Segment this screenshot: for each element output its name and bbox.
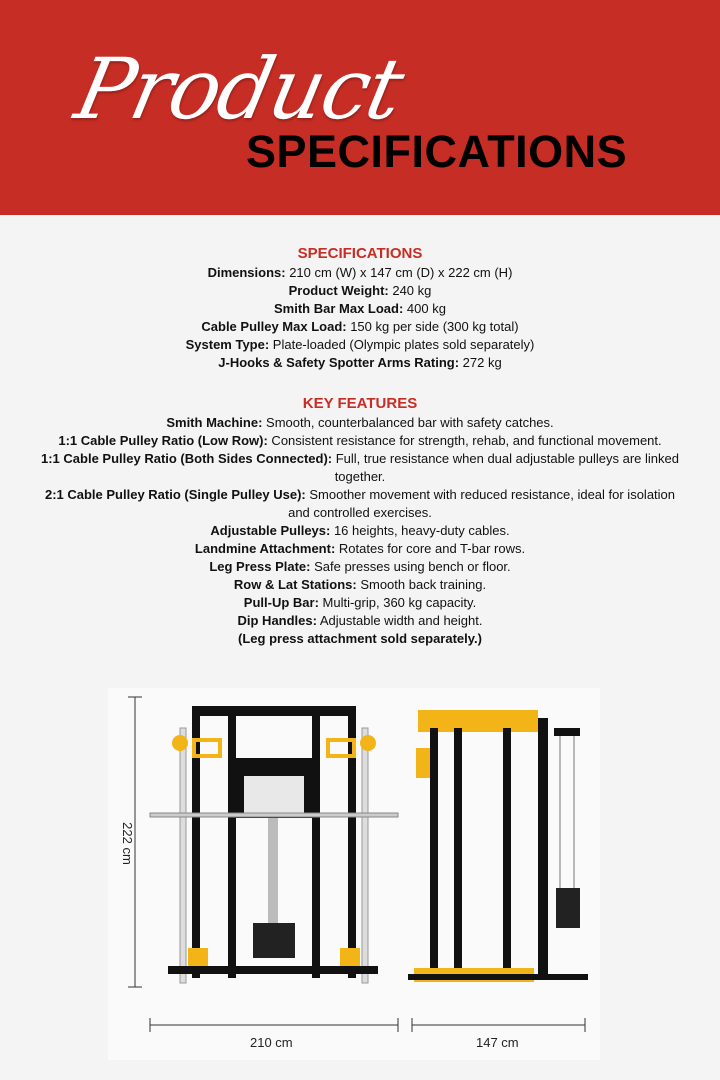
page-title: SPECIFICATIONS — [246, 126, 628, 177]
feature-item-label: Smith Machine: — [166, 415, 263, 430]
feature-item — [40, 612, 680, 630]
spec-item-label: Dimensions: — [207, 265, 286, 280]
specs-list — [40, 264, 680, 372]
side-view — [408, 710, 588, 982]
feature-item-label: Leg Press Plate: — [209, 559, 311, 574]
feature-item — [40, 486, 680, 522]
feature-item-value: Full, true resistance when dual adjustable pulleys are linked together. — [332, 451, 679, 484]
feature-item-value: Smoother movement with reduced resistance, ideal for isolation and controlled exercises. — [288, 487, 676, 520]
spec-item-label: Product Weight: — [288, 283, 389, 298]
spec-item-value: 210 cm (W) x 147 cm (D) x 222 cm (H) — [285, 265, 513, 280]
spec-item — [40, 300, 680, 318]
feature-item-label: 1:1 Cable Pulley Ratio (Both Sides Connected): — [41, 451, 333, 466]
depth-dimension-label: 147 cm — [476, 1035, 519, 1050]
feature-item — [40, 594, 680, 612]
feature-item-value: Adjustable width and height. — [316, 613, 483, 628]
feature-item — [40, 450, 680, 486]
features-note: (Leg press attachment sold separately.) — [238, 631, 482, 646]
feature-item-value: Multi-grip, 360 kg capacity. — [318, 595, 477, 610]
spec-item-value: 400 kg — [403, 301, 446, 316]
feature-item — [40, 558, 680, 576]
feature-item — [40, 540, 680, 558]
feature-item — [40, 414, 680, 432]
feature-item-label: Pull-Up Bar: — [243, 595, 319, 610]
front-view — [150, 706, 398, 983]
features-heading: KEY FEATURES — [302, 395, 418, 412]
feature-item-label: 1:1 Cable Pulley Ratio (Low Row): — [58, 433, 268, 448]
feature-item-label: Dip Handles: — [237, 613, 317, 628]
spec-item-label: Smith Bar Max Load: — [274, 301, 404, 316]
feature-item-label: Adjustable Pulleys: — [210, 523, 331, 538]
spec-item — [40, 318, 680, 336]
feature-item-value: 16 heights, heavy-duty cables. — [330, 523, 510, 538]
spec-item — [40, 336, 680, 354]
feature-item — [40, 432, 680, 450]
width-dimension-label: 210 cm — [250, 1035, 293, 1050]
feature-item — [40, 522, 680, 540]
specs-heading: SPECIFICATIONS — [297, 245, 423, 262]
spec-item-label: Cable Pulley Max Load: — [201, 319, 347, 334]
feature-item-value: Consistent resistance for strength, rehab, and functional movement. — [267, 433, 662, 448]
feature-item-label: Landmine Attachment: — [194, 541, 336, 556]
spec-item-value: 150 kg per side (300 kg total) — [346, 319, 519, 334]
features-list — [40, 414, 680, 630]
spec-item — [40, 282, 680, 300]
height-dimension-label: 222 cm — [119, 822, 135, 865]
feature-item-value: Smooth, counterbalanced bar with safety catches. — [262, 415, 554, 430]
feature-item-value: Smooth back training. — [356, 577, 487, 592]
spec-content — [40, 244, 680, 648]
spec-item-value: Plate-loaded (Olympic plates sold separately) — [269, 337, 535, 352]
spec-item-value: 272 kg — [459, 355, 502, 370]
feature-item — [40, 576, 680, 594]
feature-item-label: Row & Lat Stations: — [233, 577, 357, 592]
spec-item — [40, 354, 680, 372]
spec-item-label: System Type: — [185, 337, 270, 352]
spec-item-label: J-Hooks & Safety Spotter Arms Rating: — [218, 355, 460, 370]
spec-item — [40, 264, 680, 282]
feature-item-value: Rotates for core and T-bar rows. — [335, 541, 526, 556]
machine-illustration — [108, 688, 600, 1060]
feature-item-label: 2:1 Cable Pulley Ratio (Single Pulley Use): — [44, 487, 306, 502]
script-title: Product — [67, 40, 411, 138]
header-banner — [0, 0, 720, 215]
spec-item-value: 240 kg — [388, 283, 432, 298]
feature-item-value: Safe presses using bench or floor. — [310, 559, 511, 574]
product-diagram — [108, 688, 600, 1060]
